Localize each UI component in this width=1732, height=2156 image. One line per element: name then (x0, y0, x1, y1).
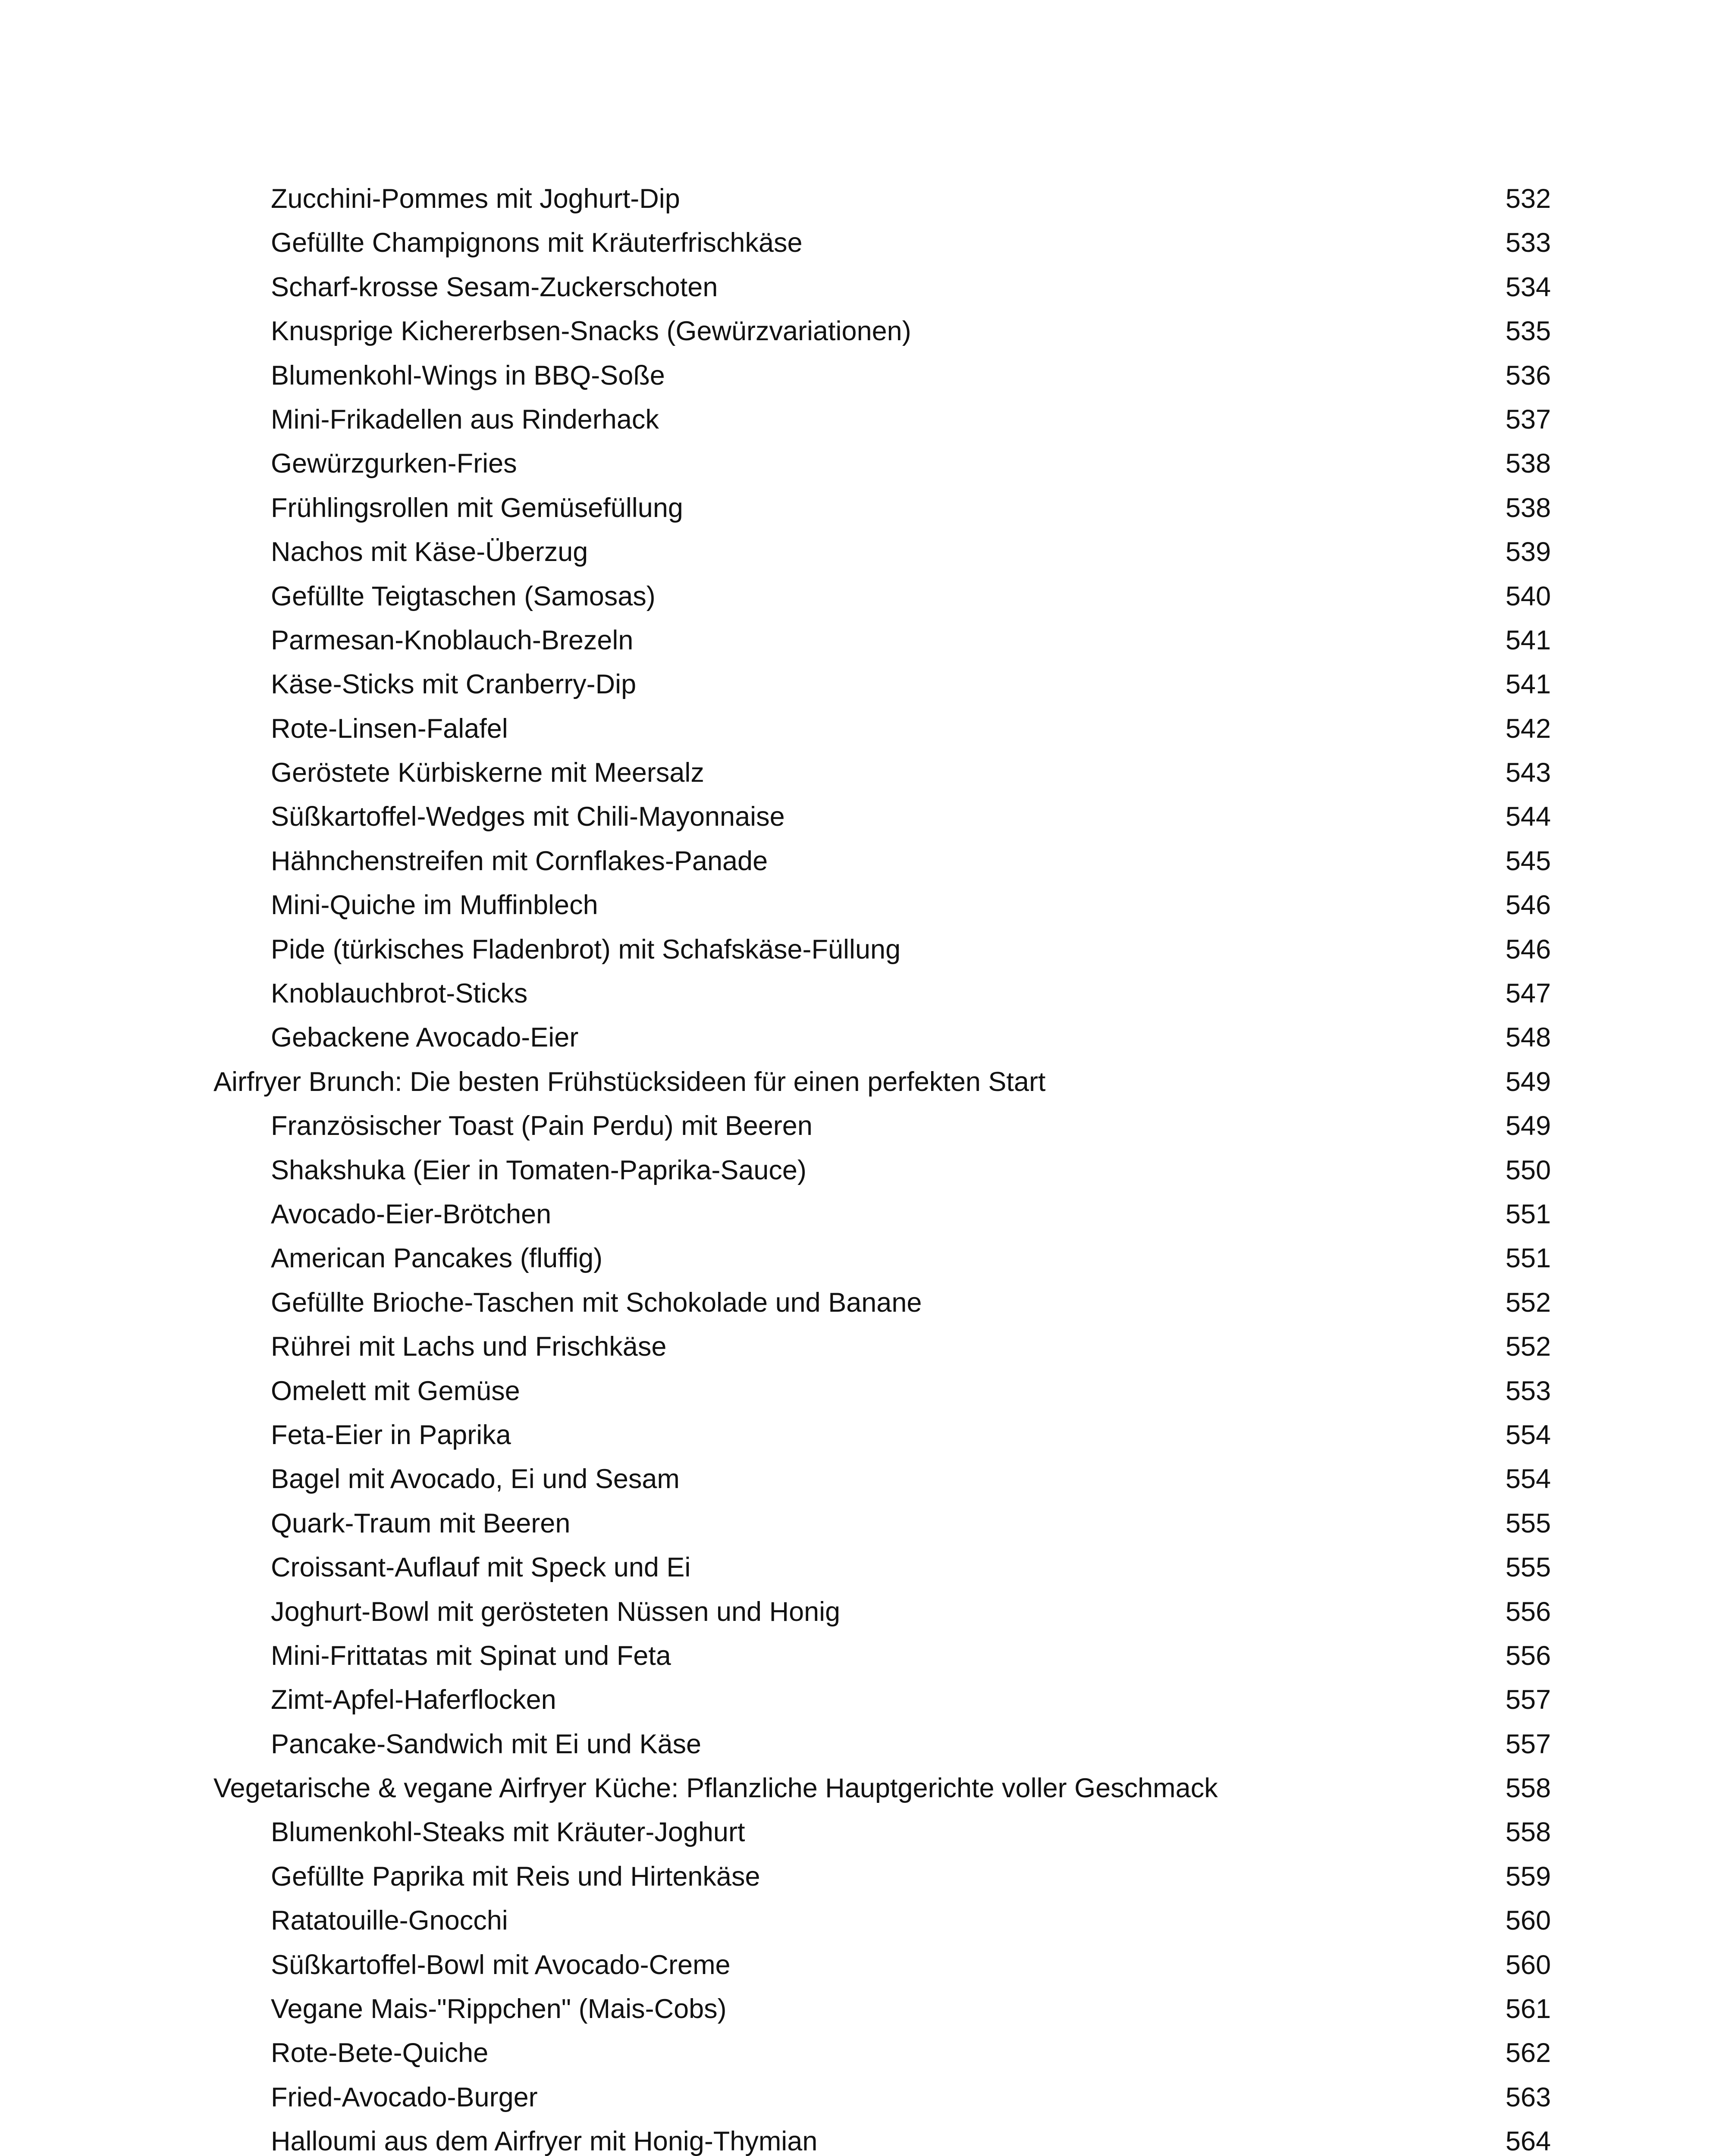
toc-entry (0, 1855, 1732, 1899)
toc-entry-page: 546 (1505, 934, 1551, 965)
toc-entry-page: 545 (1505, 846, 1551, 876)
toc-entry-title: Mini-Quiche im Muffinblech (271, 890, 598, 921)
toc-entry (0, 1104, 1732, 1148)
toc-entry-title: Nachos mit Käse-Überzug (271, 537, 588, 567)
toc-entry-title: American Pancakes (fluffig) (271, 1243, 603, 1274)
toc-entry (0, 442, 1732, 486)
toc-entry-title: Süßkartoffel-Wedges mit Chili-Mayonnaise (271, 802, 785, 832)
toc-entry (0, 1457, 1732, 1501)
toc-entry (0, 1943, 1732, 1987)
toc-entry-title: Hähnchenstreifen mit Cornflakes-Panade (271, 846, 768, 876)
toc-entry-title: Blumenkohl-Wings in BBQ-Soße (271, 360, 665, 391)
toc-entry-page: 560 (1505, 1949, 1551, 1980)
toc-entry-page: 556 (1505, 1640, 1551, 1671)
toc-entry-title: Rote-Linsen-Falafel (271, 713, 508, 744)
toc-entry (0, 707, 1732, 751)
toc-entry (0, 1281, 1732, 1325)
toc-entry (0, 354, 1732, 398)
toc-entry-title: Frühlingsrollen mit Gemüsefüllung (271, 492, 683, 523)
toc-entry-page: 533 (1505, 228, 1551, 258)
toc-entry-title: Ratatouille-Gnocchi (271, 1905, 508, 1936)
toc-entry (0, 1236, 1732, 1280)
toc-entry (0, 398, 1732, 442)
toc-entry (0, 883, 1732, 927)
toc-entry-title: Süßkartoffel-Bowl mit Avocado-Creme (271, 1949, 731, 1980)
toc-entry-page: 551 (1505, 1243, 1551, 1274)
toc-entry-page: 546 (1505, 890, 1551, 921)
toc-entry-page: 537 (1505, 404, 1551, 435)
toc-entry-title: Halloumi aus dem Airfryer mit Honig-Thymian (271, 2126, 818, 2156)
toc-entry-page: 554 (1505, 1464, 1551, 1495)
toc-entry-title: Zimt-Apfel-Haferflocken (271, 1685, 556, 1715)
toc-entry-title: Pancake-Sandwich mit Ei und Käse (271, 1729, 702, 1759)
toc-entry (0, 662, 1732, 706)
toc-entry-page: 532 (1505, 184, 1551, 214)
toc-entry-page: 555 (1505, 1552, 1551, 1583)
toc-entry-title: Avocado-Eier-Brötchen (271, 1199, 552, 1229)
toc-entry (0, 1413, 1732, 1457)
toc-entry-title: Käse-Sticks mit Cranberry-Dip (271, 669, 637, 700)
toc-entry (0, 2119, 1732, 2156)
toc-entry (0, 928, 1732, 971)
toc-entry-title: Gefüllte Paprika mit Reis und Hirtenkäse (271, 1861, 760, 1892)
toc-entry-page: 542 (1505, 713, 1551, 744)
toc-entry (0, 751, 1732, 795)
toc-entry-title: Airfryer Brunch: Die besten Frühstücksideen für einen perfekten Start (213, 1066, 1046, 1097)
toc-entry (0, 309, 1732, 353)
toc-entry (0, 221, 1732, 265)
toc-entry-page: 538 (1505, 448, 1551, 479)
toc-entry-title: Rote-Bete-Quiche (271, 2038, 489, 2068)
toc-entry (0, 1015, 1732, 1059)
toc-entry-title: Shakshuka (Eier in Tomaten-Paprika-Sauce) (271, 1155, 806, 1185)
toc-entry (0, 1325, 1732, 1369)
toc-entry-page: 563 (1505, 2082, 1551, 2112)
toc-entry-page: 557 (1505, 1729, 1551, 1759)
toc-entry-page: 541 (1505, 669, 1551, 700)
toc-entry-page: 549 (1505, 1111, 1551, 1141)
toc-entry-page: 564 (1505, 2126, 1551, 2156)
toc-entry-title: Scharf-krosse Sesam-Zuckerschoten (271, 272, 718, 302)
toc-entry (0, 177, 1732, 221)
toc-entry-page: 544 (1505, 802, 1551, 832)
toc-entry-title: Gewürzgurken-Fries (271, 448, 517, 479)
toc-entry (0, 1899, 1732, 1943)
toc-entry-title: Knoblauchbrot-Sticks (271, 978, 528, 1009)
toc-entry-title: Zucchini-Pommes mit Joghurt-Dip (271, 184, 680, 214)
toc-entry-title: Gefüllte Champignons mit Kräuterfrischkäse (271, 228, 803, 258)
toc-entry-title: Omelett mit Gemüse (271, 1376, 520, 1406)
toc-entry-page: 539 (1505, 537, 1551, 567)
toc-entry-page: 552 (1505, 1287, 1551, 1318)
toc-entry (0, 1369, 1732, 1413)
toc-entry-title: Geröstete Kürbiskerne mit Meersalz (271, 758, 704, 788)
toc-entry-page: 550 (1505, 1155, 1551, 1185)
toc-entry-title: Feta-Eier in Paprika (271, 1420, 511, 1450)
toc-entry (0, 1722, 1732, 1766)
toc-entry-page: 559 (1505, 1861, 1551, 1892)
toc-entry (0, 1810, 1732, 1854)
toc-entry-page: 534 (1505, 272, 1551, 302)
toc-entry-title: Mini-Frittatas mit Spinat und Feta (271, 1640, 671, 1671)
toc-entry-title: Vegetarische & vegane Airfryer Küche: Pflanzliche Hauptgerichte voller Geschmack (213, 1773, 1218, 1804)
toc-entry (0, 839, 1732, 883)
toc-entry-title: Quark-Traum mit Beeren (271, 1508, 571, 1539)
toc-entry-title: Knusprige Kichererbsen-Snacks (Gewürzvariationen) (271, 316, 911, 347)
toc-entry (0, 574, 1732, 618)
toc-entry-title: Blumenkohl-Steaks mit Kräuter-Joghurt (271, 1817, 745, 1848)
toc-entry-page: 561 (1505, 1994, 1551, 2024)
toc-entry (0, 971, 1732, 1015)
toc-entry (0, 1590, 1732, 1634)
toc-entry (0, 795, 1732, 839)
toc-entry-page: 560 (1505, 1905, 1551, 1936)
toc-entry-title: Vegane Mais-"Rippchen" (Mais-Cobs) (271, 1994, 727, 2024)
toc-entry-page: 536 (1505, 360, 1551, 391)
toc-entry-page: 540 (1505, 581, 1551, 611)
toc-entry-title: Pide (türkisches Fladenbrot) mit Schafskäse-Füllung (271, 934, 901, 965)
toc-entry-page: 557 (1505, 1685, 1551, 1715)
toc-entry (0, 618, 1732, 662)
toc-entry-page: 538 (1505, 492, 1551, 523)
toc-entry-title: Französischer Toast (Pain Perdu) mit Beeren (271, 1111, 813, 1141)
toc-entry (0, 265, 1732, 309)
toc-entry-title: Gefüllte Teigtaschen (Samosas) (271, 581, 656, 611)
toc-entry-title: Gefüllte Brioche-Taschen mit Schokolade und Banane (271, 1287, 922, 1318)
toc-entry (0, 1987, 1732, 2031)
toc-entry-page: 556 (1505, 1596, 1551, 1627)
toc-entry (0, 1192, 1732, 1236)
toc-entry-page: 551 (1505, 1199, 1551, 1229)
toc-entry (0, 1678, 1732, 1722)
toc-entry-page: 558 (1505, 1773, 1551, 1804)
toc-entry-page: 554 (1505, 1420, 1551, 1450)
toc-entry-page: 552 (1505, 1332, 1551, 1362)
toc-entry (0, 2031, 1732, 2075)
toc-entry (0, 1545, 1732, 1589)
toc-entry-page: 558 (1505, 1817, 1551, 1848)
toc-entry (0, 1501, 1732, 1545)
toc-entry-page: 547 (1505, 978, 1551, 1009)
toc-entry-page: 555 (1505, 1508, 1551, 1539)
toc-chapter-entry (0, 1766, 1732, 1810)
toc-entry (0, 1634, 1732, 1678)
toc-entry-page: 549 (1505, 1066, 1551, 1097)
toc-chapter-entry (0, 1060, 1732, 1104)
toc-entry-title: Gebackene Avocado-Eier (271, 1022, 579, 1053)
toc-entry-title: Croissant-Auflauf mit Speck und Ei (271, 1552, 691, 1583)
toc-entry-title: Mini-Frikadellen aus Rinderhack (271, 404, 659, 435)
toc-entry-page: 562 (1505, 2038, 1551, 2068)
toc-entry-page: 553 (1505, 1376, 1551, 1406)
toc-entry-title: Parmesan-Knoblauch-Brezeln (271, 625, 634, 655)
toc-entry-title: Bagel mit Avocado, Ei und Sesam (271, 1464, 680, 1495)
toc-entry (0, 486, 1732, 530)
toc-entry-page: 548 (1505, 1022, 1551, 1053)
toc-entry (0, 1148, 1732, 1192)
toc-entry (0, 530, 1732, 574)
toc-entry-title: Rührei mit Lachs und Frischkäse (271, 1332, 667, 1362)
toc-entry (0, 2075, 1732, 2119)
table-of-contents (0, 177, 1732, 2156)
toc-entry-page: 541 (1505, 625, 1551, 655)
toc-entry-page: 543 (1505, 758, 1551, 788)
toc-entry-page: 535 (1505, 316, 1551, 347)
toc-entry-title: Fried-Avocado-Burger (271, 2082, 538, 2112)
toc-entry-title: Joghurt-Bowl mit gerösteten Nüssen und Honig (271, 1596, 841, 1627)
